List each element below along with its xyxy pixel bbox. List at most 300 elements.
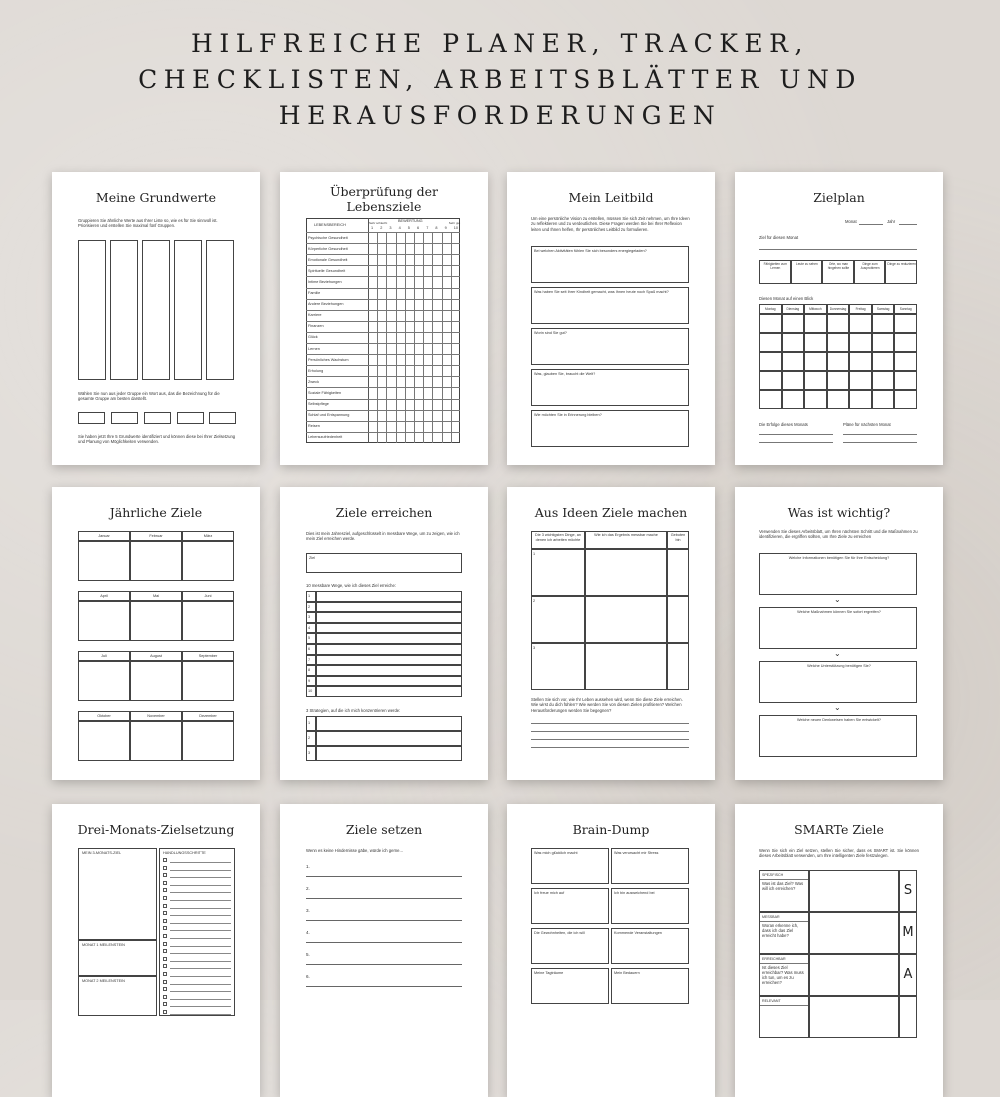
question-box	[531, 287, 689, 324]
page-title: SMARTe Ziele	[794, 822, 884, 837]
dump-cell	[531, 968, 609, 1004]
year-line	[899, 224, 917, 225]
calendar-cell	[804, 333, 827, 352]
row-divider	[306, 332, 460, 333]
smart-divider	[760, 921, 808, 922]
month-box	[130, 541, 182, 581]
checkbox	[163, 858, 167, 862]
success-label: Die Erfolge dieses Monats	[759, 422, 808, 427]
checklist-line	[170, 915, 231, 916]
way-number: 3	[308, 615, 311, 620]
chevron-down-icon: ⌄	[834, 595, 841, 604]
smart-heading: RELEVANT	[762, 999, 781, 1003]
smart-question: Was ist das Ziel? Was will ich erreichen?	[762, 881, 804, 891]
day-label: Mittwoch	[809, 307, 822, 311]
line-number: 4.	[306, 930, 310, 935]
way-number: 6	[308, 647, 311, 651]
smart-divider	[760, 879, 808, 880]
life-area-label: Andere Beziehungen	[308, 302, 344, 307]
smart-letter-cell	[899, 870, 917, 912]
month-label: August	[150, 654, 162, 658]
question-text: Welche Informationen benötigen Sie für Ihre Entscheidung?	[788, 556, 890, 560]
dump-label: Was verursacht mir Stress	[614, 851, 659, 855]
write-line	[306, 964, 462, 965]
month-line	[859, 224, 883, 225]
month-box	[130, 661, 182, 701]
calendar-cell	[894, 314, 917, 333]
checkbox	[163, 911, 167, 915]
row-divider	[306, 265, 460, 266]
checklist-line	[170, 892, 231, 893]
checklist-line	[170, 984, 231, 985]
checkbox	[163, 919, 167, 923]
calendar-cell	[872, 390, 895, 409]
way-number: 8	[308, 668, 311, 673]
way-number: 10	[308, 689, 313, 694]
page-title: Zielplan	[813, 190, 865, 205]
question-box	[531, 369, 689, 406]
header-line-1: HILFREICHE PLANER, TRACKER,	[191, 29, 809, 58]
category-cell	[885, 260, 917, 284]
page-title: Aus Ideen Ziele machen	[534, 505, 688, 520]
milestone-2-label: MONAT 2 MEILENSTEIN	[82, 979, 125, 983]
question-box	[759, 715, 917, 757]
dump-cell	[611, 928, 689, 964]
goal-label: Ziel für diesen Monat	[759, 235, 799, 240]
plans-line	[843, 434, 917, 435]
dump-label: Mein Bedauern	[614, 971, 640, 975]
write-line	[306, 986, 462, 987]
way-cell	[316, 676, 462, 687]
rating-number: 2	[380, 226, 383, 230]
page-drei-monats	[52, 804, 260, 1097]
month-label: September	[198, 654, 218, 658]
life-area-label: Körperliche Gesundheit	[308, 246, 348, 251]
row-divider	[306, 354, 460, 355]
page-was-ist-wichtig	[735, 487, 943, 780]
page-ideen-ziele	[507, 487, 715, 780]
page-title: Drei-Monats-Zielsetzung	[77, 822, 235, 837]
month-label: Januar	[98, 534, 110, 538]
write-line	[531, 723, 689, 724]
calendar-cell	[894, 352, 917, 371]
life-area-label: Emotionale Gesundheit	[308, 257, 348, 262]
goal-label: Ziel	[309, 556, 316, 560]
row-divider	[306, 243, 460, 244]
life-area-label: Selbstpflege	[308, 402, 329, 406]
month-label: November	[147, 714, 165, 718]
checkbox	[163, 888, 167, 892]
smart-answer-cell	[809, 996, 899, 1038]
question-text: Welche Maßnahmen können Sie sofort ergreifen?	[797, 610, 881, 614]
dump-cell	[611, 848, 689, 884]
word-box	[78, 412, 105, 424]
month-label: Juli	[101, 654, 107, 658]
day-label: Samstag	[876, 307, 890, 311]
smart-letter-cell	[899, 954, 917, 996]
plans-line	[843, 442, 917, 443]
rating-number: 5	[407, 226, 410, 230]
group-box	[174, 240, 202, 380]
row-divider	[306, 310, 460, 311]
rating-divider	[442, 232, 443, 443]
calendar-cell	[804, 390, 827, 409]
mid-text: Wählen Sie nun aus jeder Gruppe ein Wort aus, das die Bezeichnung für die gesamte Gruppe am besten darstellt.	[78, 391, 220, 402]
month-box	[130, 601, 182, 641]
rating-divider	[432, 232, 433, 443]
checklist-line	[170, 908, 231, 909]
calendar-cell	[827, 333, 850, 352]
dump-cell	[531, 928, 609, 964]
row-divider	[306, 421, 460, 422]
page-lebensziele	[280, 172, 488, 465]
way-number: 2	[308, 604, 311, 609]
goal-line	[759, 249, 917, 250]
column-1-label: Die 3 wichtigsten Dinge, an denen ich arbeiten möchte	[534, 533, 581, 542]
life-area-label: Glück	[308, 335, 318, 340]
way-cell	[316, 655, 462, 666]
chevron-down-icon: ⌄	[834, 649, 841, 658]
line-number: 5.	[306, 952, 310, 957]
question-box	[531, 328, 689, 365]
life-area-label: Erholung	[308, 368, 324, 373]
smart-letter: M	[902, 925, 914, 940]
line-number: 2.	[306, 886, 310, 891]
page-title-line-2: Lebensziele	[346, 199, 422, 214]
life-area-label: Spirituelle Gesundheit	[308, 268, 346, 273]
smart-letter-cell	[899, 996, 917, 1038]
row-divider	[306, 276, 460, 277]
month-box	[78, 661, 130, 701]
month-label: Juni	[204, 594, 212, 598]
month-box	[78, 541, 130, 581]
calendar-cell	[804, 371, 827, 390]
checklist-line	[170, 877, 231, 878]
calendar-cell	[872, 352, 895, 371]
calendar-cell	[782, 390, 805, 409]
column-2-label: Wie ich das Ergebnis messbar mache	[594, 533, 658, 537]
life-area-label: Reisen	[308, 424, 320, 429]
life-area-label: Finanzen	[308, 324, 324, 329]
checkbox	[163, 1010, 167, 1014]
row-divider	[306, 321, 460, 322]
goal-box	[306, 553, 462, 573]
calendar-cell	[894, 333, 917, 352]
row-divider	[306, 365, 460, 366]
milestone-1-label: MONAT 1 MEILENSTEIN	[82, 943, 125, 947]
checklist-line	[170, 968, 231, 969]
month-box	[78, 721, 130, 761]
page-title: Meine Grundwerte	[95, 190, 217, 205]
measure-cell	[585, 643, 667, 690]
category-label: Dinge zum Ausprobieren	[860, 262, 880, 270]
group-box	[78, 240, 106, 380]
way-cell	[316, 602, 462, 613]
success-line	[759, 442, 833, 443]
way-number: 7	[308, 657, 311, 662]
calendar-cell	[849, 333, 872, 352]
checklist-line	[170, 991, 231, 992]
month-box	[130, 721, 182, 761]
life-area-label: Persönliches Wachstum	[308, 357, 349, 362]
rating-divider	[405, 232, 406, 443]
write-line	[306, 942, 462, 943]
question-box	[531, 246, 689, 283]
row-divider	[306, 399, 460, 400]
rating-divider	[396, 232, 397, 443]
row-divider	[306, 288, 460, 289]
word-box	[111, 412, 138, 424]
rating-divider	[423, 232, 424, 443]
category-cell	[822, 260, 854, 284]
checkbox	[163, 873, 167, 877]
day-label: Freitag	[855, 307, 866, 311]
row-divider	[306, 254, 460, 255]
write-line	[531, 739, 689, 740]
life-area-label: Karriere	[308, 313, 322, 318]
idea-number: 1	[533, 552, 536, 556]
word-box	[209, 412, 236, 424]
column-header-rating: BEWERTUNG	[398, 219, 423, 223]
row-divider	[306, 232, 460, 233]
write-line	[531, 747, 689, 748]
idea-cell	[531, 643, 585, 690]
day-label: Sonntag	[899, 307, 912, 311]
smart-heading: ERREICHBAR	[762, 957, 786, 961]
rating-divider	[377, 232, 378, 443]
page-jaehrliche-ziele	[52, 487, 260, 780]
dump-label: Was mich glücklich macht	[534, 851, 578, 855]
page-zielplan	[735, 172, 943, 465]
question-text: Bei welchen Aktivitäten fühlen Sie sich besonders energiegeladen?	[534, 249, 647, 253]
life-area-label: Lebenszufriedenheit	[308, 435, 343, 440]
page-ziele-erreichen	[280, 487, 488, 780]
smart-question-cell	[759, 954, 809, 996]
checkbox	[163, 1002, 167, 1006]
checklist-line	[170, 938, 231, 939]
rating-divider	[451, 232, 452, 443]
page-header	[0, 26, 1000, 134]
goal-label: MEIN 3-MONATS-ZIEL	[82, 851, 122, 855]
intro-text: Wenn Sie sich ein Ziel setzen, stellen Sie sicher, dass es SMART ist. Sie können dieses Arbeitsblatt verwenden, um Ihre intelligenten Ziele festzulegen.	[759, 848, 919, 859]
calendar-cell	[872, 314, 895, 333]
smart-answer-cell	[809, 954, 899, 996]
smart-answer-cell	[809, 912, 899, 954]
row-divider	[306, 343, 460, 344]
strategy-number: 3	[308, 751, 311, 755]
high-label: Sehr gut	[448, 221, 461, 225]
question-text: Was haben Sie seit Ihrer Kindheit gemacht, was Ihnen heute noch Spaß macht?	[534, 290, 669, 294]
life-area-label: Psychische Gesundheit	[308, 235, 348, 240]
measure-cell	[585, 596, 667, 643]
checkbox	[163, 934, 167, 938]
calendar-cell	[894, 390, 917, 409]
question-box	[759, 553, 917, 595]
rating-number: 3	[389, 226, 392, 230]
way-number: 9	[308, 678, 311, 683]
intro-text: Um eine persönliche Vision zu erstellen, müssen Sie sich Zeit nehmen, um Ihre Ideen zu reflektieren und zu verdeutlichen. Diese Fragen werden Sie bei Ihrer Reflexion leiten und Ihnen helfen, Ihr persönliches Leitbild zu formulieren.	[531, 216, 690, 232]
question-text: Was, glauben Sie, braucht die Welt?	[534, 372, 596, 376]
calendar-cell	[782, 371, 805, 390]
category-label: Fähigkeiten zum Lernen	[763, 262, 787, 270]
checkbox	[163, 980, 167, 984]
line-number: 3.	[306, 908, 310, 913]
category-cell	[854, 260, 886, 284]
checklist-line	[170, 1006, 231, 1007]
checkbox	[163, 904, 167, 908]
checkbox	[163, 957, 167, 961]
dump-cell	[611, 968, 689, 1004]
question-text: Welche neuen Denkweisen haben Sie entwickelt?	[797, 718, 881, 722]
calendar-cell	[849, 314, 872, 333]
strategies-label: 3 Strategien, auf die ich mich konzentrieren werde:	[306, 708, 401, 713]
smart-letter: S	[903, 883, 913, 898]
calendar-cell	[849, 352, 872, 371]
way-cell	[316, 644, 462, 655]
checklist-line	[170, 870, 231, 871]
life-area-label: Familie	[308, 291, 321, 295]
row-divider	[306, 299, 460, 300]
dump-cell	[531, 848, 609, 884]
write-line	[531, 731, 689, 732]
page-title	[280, 184, 488, 214]
checklist-line	[170, 923, 231, 924]
question-text: Welche Unterstützung benötigen Sie?	[807, 664, 871, 668]
foot-text: Sie haben jetzt Ihre 5 Grundwerte identifiziert und können diese bei Ihrer Zielsetzung und Planung von Möglichkeiten verwenden.	[78, 434, 236, 445]
page-title: Jährliche Ziele	[109, 505, 203, 520]
calendar-cell	[827, 371, 850, 390]
low-label: Sehr schlecht	[369, 221, 388, 225]
year-label: Jahr	[887, 219, 896, 224]
smart-letter: A	[903, 967, 913, 982]
rating-divider	[414, 232, 415, 443]
question-box	[531, 410, 689, 447]
smart-question-cell	[759, 996, 809, 1038]
way-cell	[316, 591, 462, 602]
category-cell	[791, 260, 823, 284]
checkbox	[163, 972, 167, 976]
smart-question: Woran erkenne ich, dass ich das Ziel erreicht habe?	[762, 923, 799, 938]
line-number: 1.	[306, 864, 310, 869]
life-area-label: Schlaf und Entspannung	[308, 413, 350, 418]
calendar-cell	[849, 390, 872, 409]
way-cell	[316, 633, 462, 644]
write-line	[306, 876, 462, 877]
dump-label: Die Gewohnheiten, die ich will	[534, 931, 585, 935]
word-box	[144, 412, 171, 424]
measure-cell	[585, 549, 667, 596]
intro-text: Wenn es keine Hindernisse gäbe, würde ich gerne...	[306, 848, 403, 853]
calendar-cell	[782, 352, 805, 371]
checklist-line	[170, 961, 231, 962]
strategy-cell	[316, 731, 462, 746]
day-label: Montag	[764, 307, 776, 311]
checklist-line	[170, 976, 231, 977]
calendar-cell	[849, 371, 872, 390]
dump-label: Kommende Veranstaltungen	[614, 931, 662, 935]
dump-cell	[531, 888, 609, 924]
row-divider	[306, 376, 460, 377]
way-cell	[316, 686, 462, 697]
idea-cell	[531, 596, 585, 643]
checkbox	[163, 866, 167, 870]
smart-question-cell	[759, 870, 809, 912]
deadline-cell	[667, 549, 689, 596]
calendar-cell	[827, 314, 850, 333]
dump-label: Ich freue mich auf	[534, 891, 565, 895]
category-cell	[759, 260, 791, 284]
checklist-line	[170, 862, 231, 863]
strategy-cell	[316, 746, 462, 761]
life-area-label: Lernen	[308, 346, 320, 351]
month-label: Mai	[152, 594, 160, 598]
write-line	[306, 898, 462, 899]
calendar-cell	[759, 314, 782, 333]
checkbox	[163, 949, 167, 953]
calendar-cell	[782, 314, 805, 333]
intro-text: Verwenden Sie dieses Arbeitsblatt, um Ihren nächsten Schritt und die Maßnahmen zu identifizieren, die ergriffen sollten, um Ihre Ziele zu erreichen	[759, 529, 918, 540]
calendar-cell	[759, 352, 782, 371]
column-header-area: LEBENSBEREICH	[314, 223, 346, 227]
smart-letter-cell	[899, 912, 917, 954]
page-title: Mein Leitbild	[568, 190, 654, 205]
header-line-2: CHECKLISTEN, ARBEITSBLÄTTER UND	[138, 65, 862, 94]
checkbox	[163, 942, 167, 946]
calendar-cell	[804, 352, 827, 371]
month-label: April	[100, 594, 108, 598]
page-title: Ziele erreichen	[335, 505, 433, 520]
checkbox	[163, 926, 167, 930]
month-box	[182, 601, 234, 641]
page-brain-dump	[507, 804, 715, 1097]
month-box	[182, 721, 234, 761]
milestone-1-box	[78, 940, 157, 976]
way-number: 1	[308, 594, 311, 598]
smart-divider	[760, 963, 808, 964]
rating-number: 10	[453, 226, 459, 230]
intro-text: Gruppieren Sie ähnliche Werte aus Ihrer Liste so, wie es für Sie sinnvoll ist. Priorisieren und erstellen Sie maximal fünf Gruppen.	[78, 218, 218, 229]
smart-divider	[760, 1005, 808, 1006]
calendar-cell	[804, 314, 827, 333]
month-label: März	[203, 534, 213, 538]
checklist-line	[170, 930, 231, 931]
question-box	[759, 607, 917, 649]
idea-cell	[531, 549, 585, 596]
month-box	[78, 601, 130, 641]
month-box	[182, 541, 234, 581]
deadline-cell	[667, 643, 689, 690]
page-smarte-ziele	[735, 804, 943, 1097]
column-3-label: Geboten bin	[670, 533, 686, 542]
way-cell	[316, 612, 462, 623]
row-divider	[306, 410, 460, 411]
steps-label: HANDLUNGSSCHRITTE	[163, 851, 206, 855]
smart-question-cell	[759, 912, 809, 954]
question-box	[759, 661, 917, 703]
page-grundwerte	[52, 172, 260, 465]
word-box	[177, 412, 204, 424]
life-area-label: Soziale Fähigkeiten	[308, 390, 342, 395]
rating-number: 4	[398, 226, 401, 230]
page-title: Ziele setzen	[345, 822, 423, 837]
calendar-cell	[872, 371, 895, 390]
smart-heading: SPEZIFISCH	[762, 873, 784, 877]
plans-label: Pläne für nächsten Monat	[843, 422, 891, 427]
page-title: Was ist wichtig?	[787, 505, 891, 520]
dump-cell	[611, 888, 689, 924]
calendar-cell	[827, 352, 850, 371]
deadline-cell	[667, 596, 689, 643]
